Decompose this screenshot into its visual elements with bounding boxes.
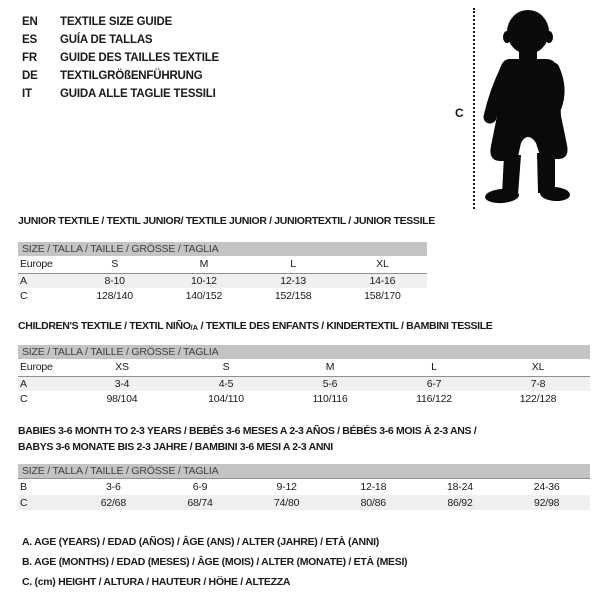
value-cell: 104/110: [208, 392, 244, 405]
height-measure-dotted-line: [473, 8, 475, 209]
babies-table-title: [18, 424, 476, 455]
children-title-subscript: /A: [190, 323, 199, 332]
value-cell: 80/86: [330, 495, 417, 510]
language-code: FR: [22, 52, 37, 64]
language-row: [22, 67, 219, 85]
row-label: B: [20, 480, 27, 493]
row-label: C: [20, 392, 28, 405]
value-cell: 62/68: [70, 495, 157, 510]
babies-size-table: [18, 464, 590, 510]
value-cell: 122/128: [519, 392, 557, 405]
language-title: TEXTILGRÖßENFÜHRUNG: [60, 70, 203, 82]
toddler-silhouette-shapes: [485, 10, 571, 204]
value-cell: 86/92: [417, 495, 504, 510]
value-cell: 8-10: [70, 273, 159, 288]
children-title-suffix: / TEXTILE DES ENFANTS / KINDERTEXTIL / BAMBINI TESSILE: [198, 320, 493, 332]
size-cell: XL: [338, 256, 427, 273]
size-cell: L: [249, 256, 338, 273]
size-band-label: SIZE / TALLA / TAILLE / GRÖSSE / TAGLIA: [18, 464, 590, 478]
language-code: IT: [22, 88, 32, 100]
size-cell: S: [174, 359, 278, 376]
language-title: GUÍA DE TALLAS: [60, 34, 153, 46]
value-cell: 5-6: [278, 376, 382, 391]
value-cell: 68/74: [157, 495, 244, 510]
value-cell: 12-13: [249, 273, 338, 288]
value-cell: 92/98: [503, 495, 590, 510]
size-band-row: [18, 242, 427, 256]
value-cell: 110/116: [312, 392, 348, 405]
size-cell: XL: [486, 359, 590, 376]
height-cm-row: [18, 391, 590, 406]
value-cell: 98/104: [106, 392, 138, 405]
height-cm-row: [18, 495, 590, 510]
size-header-row: [18, 256, 427, 273]
value-cell: 158/170: [364, 289, 401, 302]
language-title: TEXTILE SIZE GUIDE: [60, 16, 173, 28]
value-cell: 140/152: [185, 289, 223, 302]
value-cell: 3-4: [70, 376, 174, 391]
row-label: C: [18, 495, 70, 510]
toddler-silhouette-icon: [480, 5, 594, 207]
language-code: DE: [22, 70, 38, 82]
value-cell: 3-6: [106, 480, 121, 493]
value-cell: 24-36: [533, 480, 560, 493]
value-cell: 9-12: [276, 480, 297, 493]
row-label: A: [18, 376, 70, 391]
size-band-row: [18, 464, 590, 478]
language-code: EN: [22, 16, 38, 28]
children-size-table: [18, 345, 590, 406]
value-cell: 4-5: [174, 376, 278, 391]
value-cell: 128/140: [96, 289, 133, 302]
value-cell: 7-8: [486, 376, 590, 391]
legend-line-b: B. AGE (MONTHS) / EDAD (MESES) / ÂGE (MOIS) / ALTER (MONATE) / ETÀ (MESI): [22, 556, 408, 568]
children-title-prefix: CHILDREN'S TEXTILE / TEXTIL NIÑO: [18, 320, 191, 332]
language-row: [22, 31, 219, 49]
height-measure-label: C: [455, 106, 464, 120]
language-header: [22, 13, 219, 103]
value-cell: 18-24: [447, 480, 473, 493]
language-row: [22, 85, 219, 103]
junior-size-table: [18, 242, 427, 303]
value-cell: 12-18: [360, 480, 387, 493]
legend-line-a: A. AGE (YEARS) / EDAD (AÑOS) / ÂGE (ANS) / ALTER (JAHRE) / ETÀ (ANNI): [22, 536, 379, 548]
language-code: ES: [22, 34, 37, 46]
babies-title-line-1: BABIES 3-6 MONTH TO 2-3 YEARS / BEBÉS 3-6 MESES A 2-3 AÑOS / BÉBÉS 3-6 MOIS À 2-3 ANS /: [18, 425, 477, 437]
language-title: GUIDE DES TAILLES TEXTILE: [60, 52, 219, 64]
value-cell: 74/80: [243, 495, 330, 510]
row-label: Europe: [18, 256, 70, 273]
babies-title-line-2: BABYS 3-6 MONATE BIS 2-3 JAHRE / BAMBINI 3-6 MESI A 2-3 ANNI: [18, 440, 333, 453]
value-cell: 6-9: [192, 480, 208, 493]
value-cell: 116/122: [416, 392, 452, 405]
size-band-label: SIZE / TALLA / TAILLE / GRÖSSE / TAGLIA: [18, 242, 427, 256]
age-years-row: [18, 273, 427, 288]
language-row: [22, 49, 219, 67]
value-cell: 14-16: [338, 273, 427, 288]
children-table-title: [18, 319, 492, 336]
row-label: Europe: [18, 359, 70, 376]
size-band-label: SIZE / TALLA / TAILLE / GRÖSSE / TAGLIA: [18, 345, 590, 359]
row-label: C: [20, 289, 28, 302]
size-cell: XS: [70, 359, 174, 376]
row-label: A: [18, 273, 70, 288]
legend-line-c: C. (cm) HEIGHT / ALTURA / HAUTEUR / HÖHE / ALTEZZA: [22, 576, 291, 588]
value-cell: 6-7: [382, 376, 486, 391]
size-band-row: [18, 345, 590, 359]
value-cell: 10-12: [159, 273, 248, 288]
size-cell: M: [159, 256, 248, 273]
measurement-legend: [22, 532, 407, 592]
age-years-row: [18, 376, 590, 391]
age-months-row: [18, 478, 590, 495]
height-cm-row: [18, 288, 427, 303]
value-cell: 152/158: [274, 289, 312, 302]
junior-table-title: JUNIOR TEXTILE / TEXTIL JUNIOR/ TEXTILE JUNIOR / JUNIORTEXTIL / JUNIOR TESSILE: [18, 215, 435, 227]
size-cell: S: [70, 256, 159, 273]
language-row: [22, 13, 219, 31]
size-cell: M: [278, 359, 382, 376]
size-header-row: [18, 359, 590, 376]
language-title: GUIDA ALLE TAGLIE TESSILI: [60, 88, 216, 100]
size-cell: L: [382, 359, 486, 376]
